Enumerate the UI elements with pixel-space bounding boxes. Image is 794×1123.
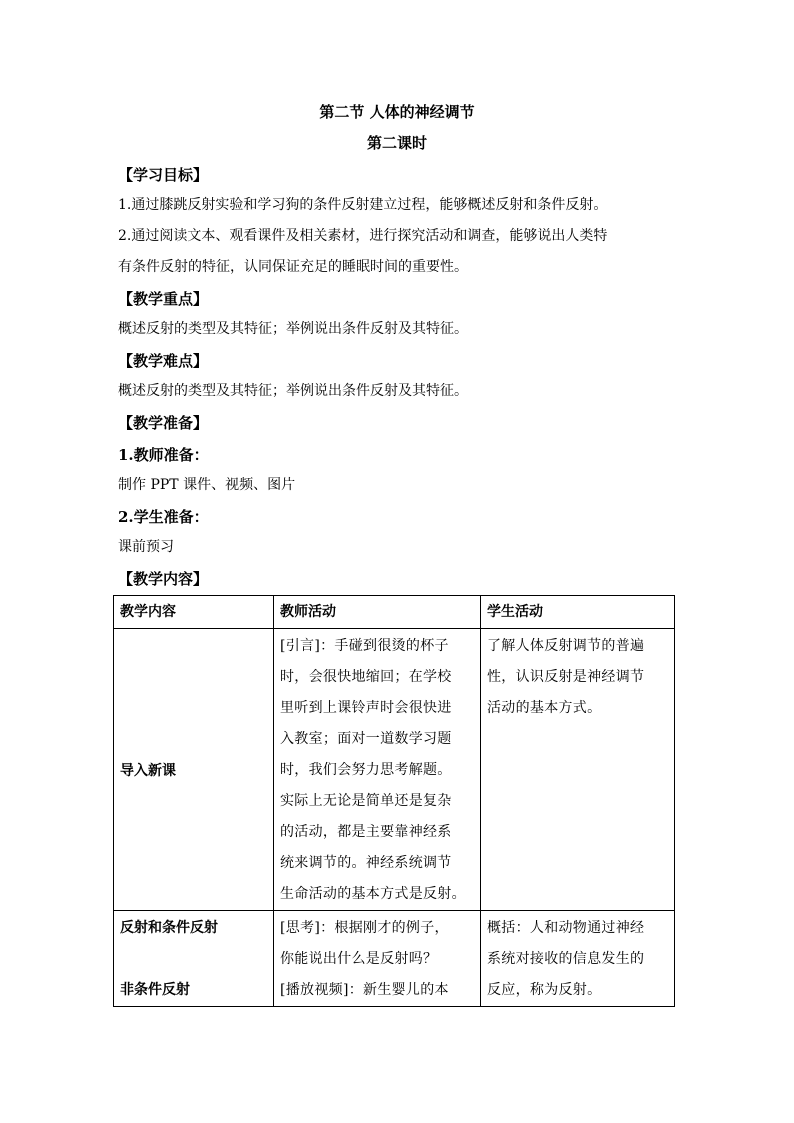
- key-points-heading: 【教学重点】: [118, 290, 209, 308]
- objective-1: 1.通过膝跳反射实验和学习狗的条件反射建立过程，能够概述反射和条件反射。: [118, 197, 608, 213]
- objective-2-line2: 有条件反射的特征，认同保证充足的睡眠时间的重要性。: [118, 259, 468, 275]
- teacher-prep-heading: 1.教师准备：: [118, 446, 209, 464]
- table-cell-teacher: [274, 629, 481, 911]
- teacher-prep-text: 制作 PPT 课件、视频、图片: [118, 477, 296, 493]
- student-prep-text: 课前预习: [118, 539, 174, 555]
- teacher-text-line: 入教室；面对一道数学习题: [280, 731, 452, 747]
- teacher-text-line: 统来调节的。神经系统调节: [280, 855, 452, 871]
- student-text-line: 概括：人和动物通过神经: [487, 920, 645, 936]
- objectives-heading: 【学习目标】: [118, 166, 209, 184]
- table-row: [114, 629, 675, 911]
- row-content-label: 反射和条件反射: [120, 920, 218, 936]
- student-prep-heading: 2.学生准备：: [118, 508, 209, 526]
- teaching-content-table: [113, 595, 675, 1007]
- table-cell-student: [481, 629, 675, 911]
- table-cell-student: [481, 911, 675, 1007]
- table-cell-content: [114, 629, 274, 911]
- student-text-line: 活动的基本方式。: [487, 700, 602, 716]
- teacher-text-line: [播放视频]：新生婴儿的本: [280, 982, 449, 998]
- key-points-text: 概述反射的类型及其特征；举例说出条件反射及其特征。: [118, 321, 468, 337]
- table-cell-content: [114, 911, 274, 1007]
- document-subtitle: 第二课时: [366, 134, 427, 152]
- row-content-label: 导入新课: [120, 762, 176, 779]
- teacher-text-line: 生命活动的基本方式是反射。: [280, 886, 466, 902]
- student-text-line: 反应，称为反射。: [487, 982, 602, 998]
- teacher-text-line: 时，我们会努力思考解题。: [280, 762, 452, 778]
- table-cell-teacher: [274, 911, 481, 1007]
- prep-heading: 【教学准备】: [118, 414, 209, 432]
- table-row: [114, 911, 675, 1007]
- objective-2-line1: 2.通过阅读文本、观看课件及相关素材，进行探究活动和调查，能够说出人类特: [118, 228, 608, 244]
- teacher-text-line: 你能说出什么是反射吗？: [280, 951, 438, 967]
- table-header-cell: 教学内容: [114, 596, 274, 629]
- content-heading: 【教学内容】: [118, 570, 209, 588]
- difficulty-heading: 【教学难点】: [118, 352, 209, 370]
- student-text-line: 性，认识反射是神经调节: [487, 669, 645, 685]
- teacher-text-line: 时，会很快地缩回；在学校: [280, 669, 452, 685]
- teacher-text-line: 里听到上课铃声时会很快进: [280, 700, 452, 716]
- teacher-text-line: [引言]：手碰到很烫的杯子: [280, 638, 449, 654]
- table-header-row: [114, 596, 675, 629]
- teacher-text-line: 实际上无论是简单还是复杂: [280, 793, 452, 809]
- spacer: [120, 944, 267, 975]
- difficulty-text: 概述反射的类型及其特征；举例说出条件反射及其特征。: [118, 383, 468, 399]
- table-header-cell: 教师活动: [274, 596, 481, 629]
- row-content-label: 非条件反射: [120, 982, 190, 998]
- table-header-cell: 学生活动: [481, 596, 675, 629]
- student-text-line: 了解人体反射调节的普遍: [487, 638, 645, 654]
- teacher-text-line: 的活动，都是主要靠神经系: [280, 824, 452, 840]
- teacher-text-line: [思考]：根据刚才的例子，: [280, 920, 449, 936]
- document-title: 第二节 人体的神经调节: [319, 103, 475, 121]
- student-text-line: 系统对接收的信息发生的: [487, 951, 645, 967]
